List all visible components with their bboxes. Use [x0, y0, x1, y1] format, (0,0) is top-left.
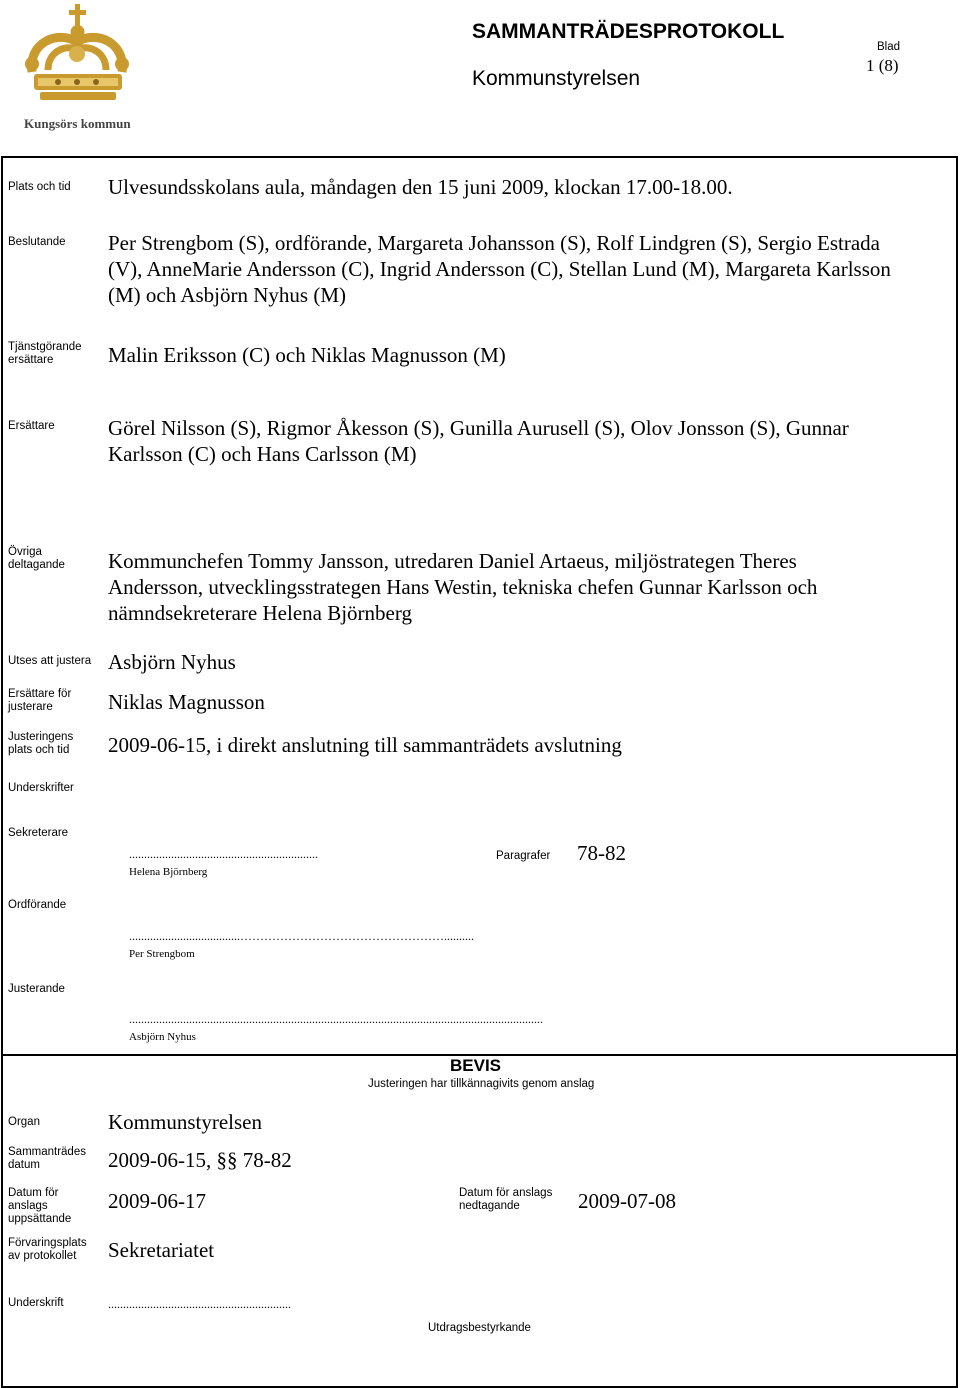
meeting-date-label-1: Sammanträdes — [8, 1146, 86, 1158]
others-line-3: nämndsekreterare Helena Björnberg — [108, 601, 412, 625]
others-label-2: deltagande — [8, 559, 65, 571]
adjusting-label: Justerande — [8, 983, 65, 995]
place-value: Ulvesundsskolans aula, måndagen den 15 juni 2009, klockan 17.00-18.00. — [108, 175, 733, 199]
adjuster-label: Utses att justera — [8, 655, 92, 667]
page-number: 1 (8) — [866, 56, 899, 75]
posted-date-label-3: uppsättande — [8, 1213, 72, 1225]
adjusting-name: Asbjörn Nyhus — [129, 1031, 196, 1043]
committee-name: Kommunstyrelsen — [472, 67, 641, 90]
others-line-1: Kommunchefen Tommy Jansson, utredaren Daniel Artaeus, miljöstrategen Theres — [108, 549, 797, 573]
certificate-signature-caption: Utdragsbestyrkande — [428, 1322, 531, 1334]
posted-date-label-1: Datum för — [8, 1187, 59, 1199]
others-line-2: Andersson, utvecklingsstrategen Hans Westin, tekniska chefen Gunnar Karlsson och — [108, 575, 818, 599]
adjust-place-label-1: Justeringens — [8, 731, 74, 743]
substitutes-label: Ersättare — [8, 420, 55, 432]
secretary-signature-line: ............................................................... — [129, 847, 318, 861]
acting-substitutes-label-1: Tjänstgörande — [8, 341, 82, 353]
storage-label-1: Förvaringsplats — [8, 1237, 87, 1249]
storage-value: Sekretariatet — [108, 1238, 215, 1262]
sub-adjuster-label-2: justerare — [8, 701, 53, 713]
chair-label: Ordförande — [8, 899, 67, 911]
others-label-1: Övriga — [8, 546, 42, 558]
sub-adjuster-value: Niklas Magnusson — [108, 690, 265, 714]
certificate-title: BEVIS — [450, 1056, 502, 1075]
document-title: SAMMANTRÄDESPROTOKOLL — [472, 20, 785, 43]
secretary-label: Sekreterare — [8, 827, 69, 839]
storage-label-2: av protokollet — [8, 1250, 77, 1262]
adjusting-signature-line: .......................................................................................................................................... — [129, 1012, 543, 1026]
organ-value: Kommunstyrelsen — [108, 1110, 262, 1134]
adjuster-value: Asbjörn Nyhus — [108, 650, 236, 674]
members-line-3: (M) och Asbjörn Nyhus (M) — [108, 283, 346, 307]
secretary-name: Helena Björnberg — [129, 866, 208, 878]
adjust-place-value: 2009-06-15, i direkt anslutning till sammanträdets avslutning — [108, 733, 622, 757]
chair-signature-line: .....................................…………………………………………….......... — [129, 929, 474, 943]
certificate-signature-line: ............................................................. — [108, 1297, 291, 1311]
crown-icon — [18, 2, 138, 112]
members-line-1: Per Strengbom (S), ordförande, Margareta Johansson (S), Rolf Lindgren (S), Sergio Estrada — [108, 231, 880, 255]
removed-date-label-1: Datum för anslags — [459, 1187, 553, 1199]
place-label: Plats och tid — [8, 181, 71, 193]
adjust-place-label-2: plats och tid — [8, 744, 70, 756]
page-label: Blad — [877, 41, 901, 53]
substitutes-line-1: Görel Nilsson (S), Rigmor Åkesson (S), Gunilla Aurusell (S), Olov Jonsson (S), Gunnar — [108, 416, 849, 440]
certificate-subtitle: Justeringen har tillkännagivits genom anslag — [368, 1078, 595, 1090]
removed-date-value: 2009-07-08 — [578, 1189, 676, 1213]
sub-adjuster-label-1: Ersättare för — [8, 688, 72, 700]
acting-substitutes-value: Malin Eriksson (C) och Niklas Magnusson (M) — [108, 343, 506, 367]
substitutes-line-2: Karlsson (C) och Hans Carlsson (M) — [108, 442, 417, 466]
signatures-label: Underskrifter — [8, 782, 74, 794]
members-label: Beslutande — [8, 236, 66, 248]
paragraphs-label: Paragrafer — [496, 850, 551, 862]
removed-date-label-2: nedtagande — [459, 1200, 520, 1212]
signature-label: Underskrift — [8, 1297, 64, 1309]
municipality-logo — [18, 2, 138, 132]
meeting-date-label-2: datum — [8, 1159, 40, 1171]
posted-date-value: 2009-06-17 — [108, 1189, 206, 1213]
paragraphs-value: 78-82 — [577, 841, 626, 865]
logo-text: Kungsörs kommun — [24, 116, 131, 131]
acting-substitutes-label-2: ersättare — [8, 354, 54, 366]
members-line-2: (V), AnneMarie Andersson (C), Ingrid Andersson (C), Stellan Lund (M), Margareta Karlsson — [108, 257, 891, 281]
posted-date-label-2: anslags — [8, 1200, 48, 1212]
chair-name: Per Strengbom — [129, 948, 195, 960]
organ-label: Organ — [8, 1116, 40, 1128]
meeting-date-value: 2009-06-15, §§ 78-82 — [108, 1148, 292, 1172]
certificate-box — [1, 1054, 958, 1388]
